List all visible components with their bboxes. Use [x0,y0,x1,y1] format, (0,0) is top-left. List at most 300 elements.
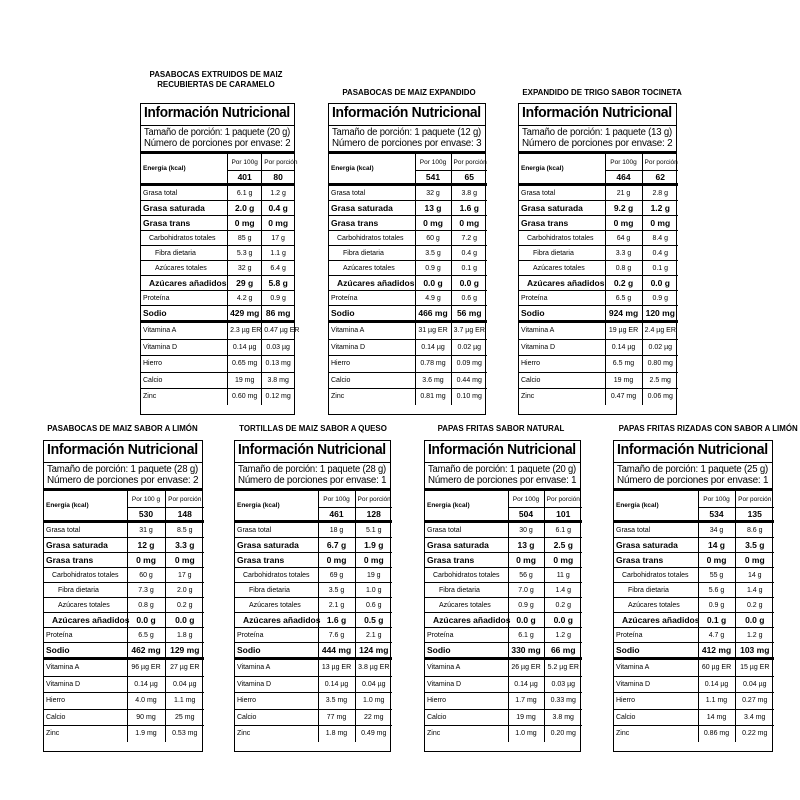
micronutrient-per-portion: 0.53 mg [165,726,204,742]
nutrient-name: Grasa total [614,522,698,538]
nutrient-row [44,613,204,628]
serving-size: Tamaño de porción: 1 paquete (28 g) [238,464,386,475]
col-per-portion: Por porción [642,154,678,171]
nutrient-per-portion: 1.4 g [544,583,582,598]
nutrient-row [235,553,392,568]
micronutrient-per-portion: 0.80 mg [642,356,678,373]
nutrient-per-100g: 7.3 g [127,583,165,598]
nutrient-per-portion: 0 mg [262,216,294,231]
micronutrient-per-100g: 19 mg [228,372,262,389]
micronutrient-per-portion: 0.49 mg [355,726,392,742]
nutrient-row [141,201,294,216]
nutrient-row [425,583,582,598]
micronutrient-per-100g: 19 mg [605,372,642,389]
nutrient-name: Azúcares totales [235,598,318,613]
nutrient-name: Azúcares añadidos [425,613,508,628]
micronutrient-per-100g: 0.81 mg [415,389,451,405]
micronutrient-row [235,676,392,693]
nutrient-per-portion: 7.2 g [451,231,487,246]
nutrient-name: Grasa trans [329,216,415,231]
nutrient-name: Grasa trans [141,216,228,231]
nutrient-per-100g: 3.3 g [605,246,642,261]
product-title [47,424,199,434]
serving-info [614,463,772,491]
label-title: Información Nutricional [44,441,202,463]
energy-label: Energía (kcal) [329,154,415,185]
nutrient-row [141,261,294,276]
col-per-100g: Por 100g [508,491,544,508]
nutrient-per-100g: 29 g [228,276,262,291]
micronutrient-name: Hierro [235,693,318,710]
nutrient-per-portion: 0.6 g [451,291,487,306]
nutrient-name: Grasa trans [44,553,127,568]
nutrient-name: Carbohidratos totales [44,568,127,583]
micronutrient-per-100g: 31 µg ER [415,322,451,340]
nutrient-per-100g: 0 mg [605,216,642,231]
nutrient-row [141,216,294,231]
nutrient-row [614,522,774,538]
nutrient-row [235,598,392,613]
nutrient-per-portion: 0.5 g [355,613,392,628]
micronutrient-name: Zinc [521,393,535,401]
micronutrient-per-100g: 3.6 mg [415,372,451,389]
nutrient-per-portion: 0.4 g [451,246,487,261]
nutrient-row [329,201,487,216]
nutrient-per-portion: 6.1 g [544,522,582,538]
micronutrient-per-100g: 0.14 µg [508,676,544,693]
nutrient-per-portion: 1.2 g [262,185,294,201]
nutrient-name: Fibra dietaria [329,246,415,261]
nutrient-per-100g: 4.2 g [228,291,262,306]
energy-per-100g: 464 [605,171,642,185]
micronutrient-row [519,322,678,340]
nutrient-per-portion: 8.5 g [165,522,204,538]
nutrient-name: Grasa saturada [141,201,228,216]
energy-label: Energía (kcal) [614,491,698,522]
micronutrient-name: Vitamina A [141,322,228,340]
nutrient-per-portion: 0.2 g [735,598,774,613]
nutrient-name: Carbohidratos totales [141,231,228,246]
nutrient-name: Grasa total [141,185,228,201]
serving-info [425,463,580,491]
nutrient-table [44,491,204,742]
nutrient-per-portion: 19 g [355,568,392,583]
micronutrient-per-100g: 26 µg ER [508,659,544,677]
nutrient-per-portion: 1.0 g [355,583,392,598]
nutrient-name: Azúcares añadidos [519,276,605,291]
micronutrient-per-100g: 6.5 mg [605,356,642,373]
nutrient-row [44,568,204,583]
micronutrient-per-100g: 3.5 mg [318,693,355,710]
serving-size: Tamaño de porción: 1 paquete (25 g) [617,464,768,475]
micronutrient-per-portion: 3.8 mg [262,372,294,389]
nutrient-per-portion: 0 mg [355,553,392,568]
nutrient-per-portion: 2.1 g [355,628,392,643]
nutrient-per-portion: 17 g [262,231,294,246]
nutrient-row [44,583,204,598]
nutrient-per-portion: 0 mg [165,553,204,568]
label-title: Información Nutricional [329,104,485,126]
micronutrient-per-100g: 1.8 mg [318,726,355,742]
column-header-row [44,491,204,508]
nutrient-name: Azúcares totales [44,598,127,613]
micronutrient-row [141,389,294,405]
nutrient-per-100g: 6.7 g [318,538,355,553]
serving-size: Tamaño de porción: 1 paquete (20 g) [144,127,290,138]
nutrient-per-100g: 330 mg [508,643,544,659]
nutrient-row [519,261,678,276]
col-per-100g: Por 100g [605,154,642,171]
product-title [522,87,682,98]
micronutrient-per-100g: 0.14 µg [415,339,451,356]
nutrition-facts-label [328,103,486,415]
nutrient-per-100g: 56 g [508,568,544,583]
column-header-row [141,154,294,171]
nutrient-name: Proteína [425,628,508,643]
micronutrient-per-portion: 0.47 µg ER [262,322,294,340]
nutrient-per-100g: 32 g [228,261,262,276]
nutrition-facts-label [518,103,677,415]
micronutrient-row [141,339,294,356]
nutrient-row [141,291,294,306]
nutrient-name: Azúcares añadidos [329,276,415,291]
micronutrient-row [519,372,678,389]
nutrient-per-portion: 0 mg [544,553,582,568]
nutrient-per-portion: 0.1 g [642,261,678,276]
label-title: Información Nutricional [425,441,580,463]
nutrient-per-100g: 55 g [698,568,735,583]
product-title [334,88,483,98]
micronutrient-per-portion: 3.8 µg ER [355,659,392,677]
micronutrient-per-portion: 0.03 µg [262,339,294,356]
nutrient-row [425,598,582,613]
product-title-line: TORTILLAS DE MAIZ SABOR A QUESO [239,423,387,433]
nutrient-row [44,598,204,613]
micronutrient-row [44,676,204,693]
nutrient-name: Grasa saturada [329,201,415,216]
nutrient-per-portion: 2.5 g [544,538,582,553]
nutrient-per-portion: 0.4 g [642,246,678,261]
nutrient-table [141,154,300,405]
nutrient-row [614,553,774,568]
energy-per-portion: 135 [735,508,774,522]
micronutrient-per-100g: 13 µg ER [318,659,355,677]
nutrient-per-100g: 13 g [415,201,451,216]
nutrient-row [44,628,204,643]
nutrient-per-portion: 1.9 g [355,538,392,553]
micronutrient-row [44,693,204,710]
nutrient-row [519,216,678,231]
nutrient-table [329,154,487,405]
energy-per-100g: 541 [415,171,451,185]
col-per-portion: Por porción [165,491,204,508]
micronutrient-per-100g: 0.14 µg [605,339,642,356]
product-title-line: PAPAS FRITAS SABOR NATURAL [437,423,565,433]
nutrient-per-100g: 69 g [318,568,355,583]
micronutrient-per-portion: 0.06 mg [642,389,678,405]
nutrient-row [141,246,294,261]
micronutrient-per-100g: 96 µg ER [127,659,165,677]
nutrient-per-portion: 1.6 g [451,201,487,216]
nutrient-per-100g: 2.0 g [228,201,262,216]
micronutrient-per-100g: 0.14 µg [698,676,735,693]
nutrient-per-portion: 14 g [735,568,774,583]
serving-info [44,463,202,491]
nutrient-per-100g: 60 g [415,231,451,246]
nutrient-row [329,216,487,231]
micronutrient-per-100g: 1.1 mg [698,693,735,710]
nutrient-row [329,306,487,322]
micronutrient-per-100g: 19 µg ER [605,322,642,340]
micronutrient-per-100g: 1.7 mg [508,693,544,710]
nutrient-row [519,246,678,261]
label-title: Información Nutricional [141,104,294,126]
column-header-row [235,491,392,508]
nutrient-per-portion: 2.0 g [165,583,204,598]
micronutrient-per-100g: 0.14 µg [127,676,165,693]
nutrient-name: Azúcares totales [614,598,698,613]
nutrient-name: Carbohidratos totales [235,568,318,583]
micronutrient-name: Zinc [237,730,251,738]
nutrient-per-100g: 0 mg [228,216,262,231]
servings-per-container: Número de porciones por envase: 2 [47,474,199,486]
nutrition-facts-label [140,103,300,415]
nutrient-row [141,185,294,201]
nutrient-per-portion: 6.4 g [262,261,294,276]
nutrient-name: Azúcares totales [141,261,228,276]
nutrient-name: Azúcares añadidos [614,613,698,628]
nutrient-per-100g: 0.9 g [508,598,544,613]
product-title [238,424,387,434]
micronutrient-row [235,726,392,742]
nutrient-per-portion: 0.0 g [544,613,582,628]
nutrient-name: Proteína [614,628,698,643]
nutrient-row [329,231,487,246]
col-per-portion: Por porción [544,491,582,508]
nutrient-name: Sodio [425,643,508,659]
nutrient-per-portion: 3.5 g [735,538,774,553]
nutrient-per-portion: 124 mg [355,643,392,659]
micronutrient-name: Hierro [329,356,415,373]
micronutrient-name: Zinc [143,393,157,401]
micronutrient-name: Calcio [44,709,127,726]
nutrient-per-100g: 3.5 g [318,583,355,598]
nutrient-name: Carbohidratos totales [329,231,415,246]
nutrient-name: Fibra dietaria [425,583,508,598]
micronutrient-name: Calcio [141,372,228,389]
nutrient-name: Azúcares totales [519,261,605,276]
nutrient-name: Proteína [44,628,127,643]
nutrient-name: Sodio [614,643,698,659]
micronutrient-per-portion: 5.2 µg ER [544,659,582,677]
label-title: Información Nutricional [235,441,390,463]
micronutrient-row [141,322,294,340]
micronutrient-row [614,659,774,677]
product-title [428,424,573,434]
energy-label: Energía (kcal) [44,491,127,522]
nutrient-per-100g: 32 g [415,185,451,201]
col-per-portion: Por porción [355,491,392,508]
col-per-100g: Por 100g [698,491,735,508]
nutrient-name: Grasa total [235,522,318,538]
nutrient-row [425,628,582,643]
nutrient-per-100g: 0.0 g [127,613,165,628]
micronutrient-row [425,676,582,693]
nutrient-name: Azúcares totales [425,598,508,613]
micronutrient-per-100g: 19 mg [508,709,544,726]
nutrient-name: Grasa trans [425,553,508,568]
nutrient-per-portion: 0.0 g [165,613,204,628]
nutrient-per-100g: 6.1 g [508,628,544,643]
nutrient-per-100g: 5.6 g [698,583,735,598]
micronutrient-per-portion: 0.04 µg [735,676,774,693]
micronutrient-name: Hierro [44,693,127,710]
micronutrient-name: Vitamina D [425,676,508,693]
micronutrient-per-100g: 0.47 mg [605,389,642,405]
nutrient-per-portion: 120 mg [642,306,678,322]
energy-per-portion: 65 [451,171,487,185]
nutrient-row [425,538,582,553]
micronutrient-row [44,709,204,726]
col-per-portion: Por porción [262,154,294,171]
micronutrient-row [425,726,582,742]
nutrient-name: Azúcares añadidos [235,613,318,628]
nutrient-name: Sodio [141,306,228,322]
micronutrient-per-portion: 0.27 mg [735,693,774,710]
energy-per-100g: 401 [228,171,262,185]
product-title-line: EXPANDIDO DE TRIGO SABOR TOCINETA [522,87,682,97]
energy-per-100g: 461 [318,508,355,522]
energy-per-portion: 80 [262,171,294,185]
nutrient-name: Grasa saturada [614,538,698,553]
nutrient-per-portion: 86 mg [262,306,294,322]
nutrient-per-portion: 56 mg [451,306,487,322]
micronutrient-name: Calcio [519,372,605,389]
nutrient-name: Grasa saturada [519,201,605,216]
micronutrient-per-portion: 15 µg ER [735,659,774,677]
micronutrient-name: Vitamina D [329,339,415,356]
nutrient-per-100g: 0.0 g [508,613,544,628]
energy-per-portion: 148 [165,508,204,522]
micronutrient-row [329,389,487,405]
nutrient-row [235,568,392,583]
nutrient-per-portion: 0.2 g [165,598,204,613]
micronutrient-name: Hierro [519,356,605,373]
nutrient-name: Grasa total [44,522,127,538]
micronutrient-name: Zinc [46,730,60,738]
nutrient-name: Grasa trans [519,216,605,231]
energy-per-portion: 128 [355,508,392,522]
micronutrient-name: Vitamina D [614,676,698,693]
nutrient-name: Fibra dietaria [519,246,605,261]
nutrition-facts-label [613,440,773,752]
micronutrient-per-100g: 1.0 mg [508,726,544,742]
nutrient-name: Fibra dietaria [141,246,228,261]
nutrient-row [235,628,392,643]
micronutrient-name: Vitamina D [235,676,318,693]
nutrient-name: Proteína [519,291,605,306]
serving-size: Tamaño de porción: 1 paquete (20 g) [428,464,576,475]
micronutrient-per-portion: 3.7 µg ER [451,322,487,340]
micronutrient-per-100g: 1.9 mg [127,726,165,742]
nutrient-name: Sodio [329,306,415,322]
nutrient-per-100g: 60 g [127,568,165,583]
nutrient-per-100g: 31 g [127,522,165,538]
nutrient-name: Grasa trans [235,553,318,568]
nutrient-per-100g: 3.5 g [415,246,451,261]
micronutrient-per-portion: 2.4 µg ER [642,322,678,340]
nutrient-table [235,491,392,742]
nutrient-per-100g: 1.6 g [318,613,355,628]
nutrient-table [614,491,774,742]
nutrient-per-100g: 6.5 g [127,628,165,643]
nutrient-per-100g: 924 mg [605,306,642,322]
nutrient-row [614,643,774,659]
label-title: Información Nutricional [519,104,676,126]
nutrient-row [329,185,487,201]
nutrient-row [141,276,294,291]
nutrient-name: Grasa saturada [44,538,127,553]
nutrient-name: Proteína [329,291,415,306]
nutrient-per-100g: 0.9 g [415,261,451,276]
nutrient-per-portion: 1.4 g [735,583,774,598]
nutrient-row [44,643,204,659]
nutrient-per-100g: 7.6 g [318,628,355,643]
serving-info [235,463,390,491]
energy-per-portion: 62 [642,171,678,185]
nutrient-row [425,568,582,583]
micronutrient-name: Vitamina D [519,339,605,356]
nutrient-per-100g: 0.8 g [605,261,642,276]
nutrient-per-100g: 0.2 g [605,276,642,291]
micronutrient-name: Calcio [614,709,698,726]
micronutrient-row [141,372,294,389]
nutrient-row [519,201,678,216]
nutrient-per-100g: 0.8 g [127,598,165,613]
nutrient-per-portion: 0.0 g [735,613,774,628]
nutrient-name: Grasa total [519,185,605,201]
nutrient-name: Azúcares añadidos [141,276,228,291]
nutrient-per-portion: 1.8 g [165,628,204,643]
nutrient-per-100g: 0.9 g [698,598,735,613]
micronutrient-row [425,659,582,677]
micronutrient-per-100g: 0.14 µg [318,676,355,693]
micronutrient-name: Vitamina D [141,339,228,356]
nutrient-per-portion: 17 g [165,568,204,583]
nutrient-per-100g: 0.1 g [698,613,735,628]
column-header-row [519,154,678,171]
micronutrient-per-portion: 27 µg ER [165,659,204,677]
servings-per-container: Número de porciones por envase: 1 [238,474,387,486]
nutrient-name: Fibra dietaria [44,583,127,598]
nutrient-row [425,553,582,568]
serving-info [329,126,485,154]
micronutrient-per-100g: 2.3 µg ER [228,322,262,340]
col-per-100g: Por 100g [228,154,262,171]
micronutrient-per-portion: 0.09 mg [451,356,487,373]
nutrient-per-portion: 0 mg [735,553,774,568]
nutrient-row [235,643,392,659]
nutrient-per-100g: 0.0 g [415,276,451,291]
micronutrient-per-100g: 0.78 mg [415,356,451,373]
nutrient-row [235,613,392,628]
nutrient-name: Grasa saturada [235,538,318,553]
nutrient-per-100g: 0 mg [698,553,735,568]
nutrient-per-portion: 1.2 g [544,628,582,643]
nutrient-per-portion: 0.9 g [262,291,294,306]
col-per-portion: Por porción [451,154,487,171]
micronutrient-row [141,356,294,373]
